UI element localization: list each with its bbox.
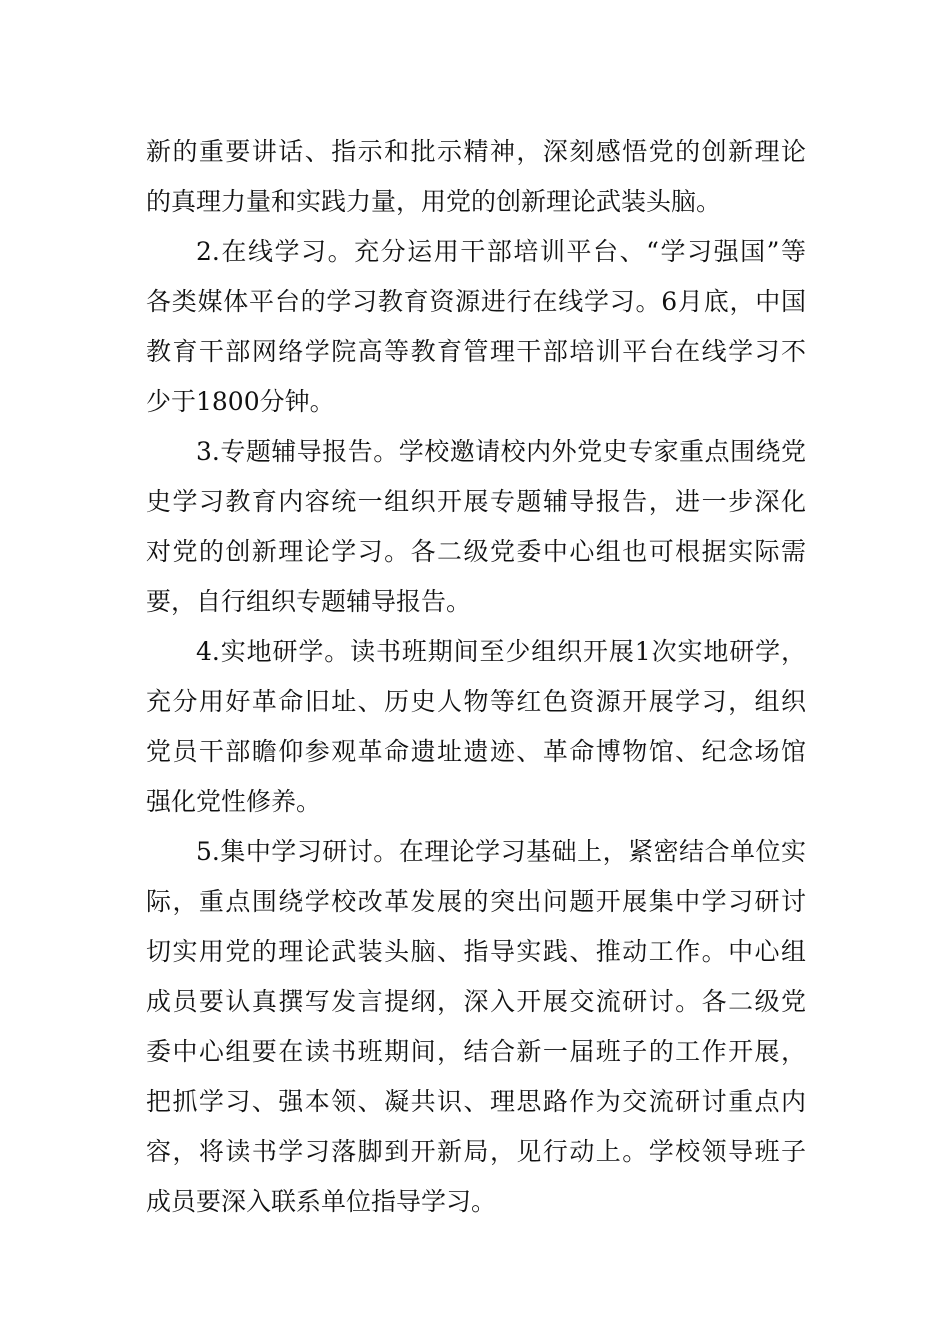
text-line: 史学习教育内容统一组织开展专题辅导报告，进一步深化 (146, 487, 806, 516)
text-line: 的真理力量和实践力量，用党的创新理论武装头脑。 (146, 187, 722, 216)
paragraph-first-line: 5.集中学习研讨。在理论学习基础上，紧密结合单位实 (196, 837, 806, 866)
text-line: 新的重要讲话、指示和批示精神，深刻感悟党的创新理论 (146, 137, 806, 166)
paragraph-first-line: 3.专题辅导报告。学校邀请校内外党史专家重点围绕党 (196, 437, 806, 466)
paragraph-first-line: 2.在线学习。充分运用干部培训平台、“学习强国”等 (196, 237, 806, 266)
text-line: 把抓学习、强本领、凝共识、理思路作为交流研讨重点内 (146, 1087, 806, 1116)
text-line: 际，重点围绕学校改革发展的突出问题开展集中学习研讨 (146, 887, 806, 916)
text-line: 委中心组要在读书班期间，结合新一届班子的工作开展， (146, 1037, 806, 1066)
text-line: 成员要深入联系单位指导学习。 (146, 1187, 497, 1216)
text-line: 党员干部瞻仰参观革命遗址遗迹、革命博物馆、纪念场馆 (146, 737, 806, 766)
text-line: 容，将读书学习落脚到开新局，见行动上。学校领导班子 (146, 1137, 806, 1166)
text-line: 切实用党的理论武装头脑、指导实践、推动工作。中心组 (146, 937, 806, 966)
text-line: 成员要认真撰写发言提纲，深入开展交流研讨。各二级党 (146, 987, 806, 1016)
text-line: 各类媒体平台的学习教育资源进行在线学习。6月底，中国 (146, 287, 806, 316)
document-page (146, 127, 806, 1227)
text-line: 少于1800分钟。 (146, 387, 335, 416)
text-line: 教育干部网络学院高等教育管理干部培训平台在线学习不 (146, 337, 806, 366)
text-line: 强化党性修养。 (146, 787, 322, 816)
text-line: 要，自行组织专题辅导报告。 (146, 587, 472, 616)
text-line: 充分用好革命旧址、历史人物等红色资源开展学习，组织 (146, 687, 806, 716)
text-line: 对党的创新理论学习。各二级党委中心组也可根据实际需 (146, 537, 806, 566)
paragraph-first-line: 4.实地研学。读书班期间至少组织开展1次实地研学， (196, 637, 806, 666)
